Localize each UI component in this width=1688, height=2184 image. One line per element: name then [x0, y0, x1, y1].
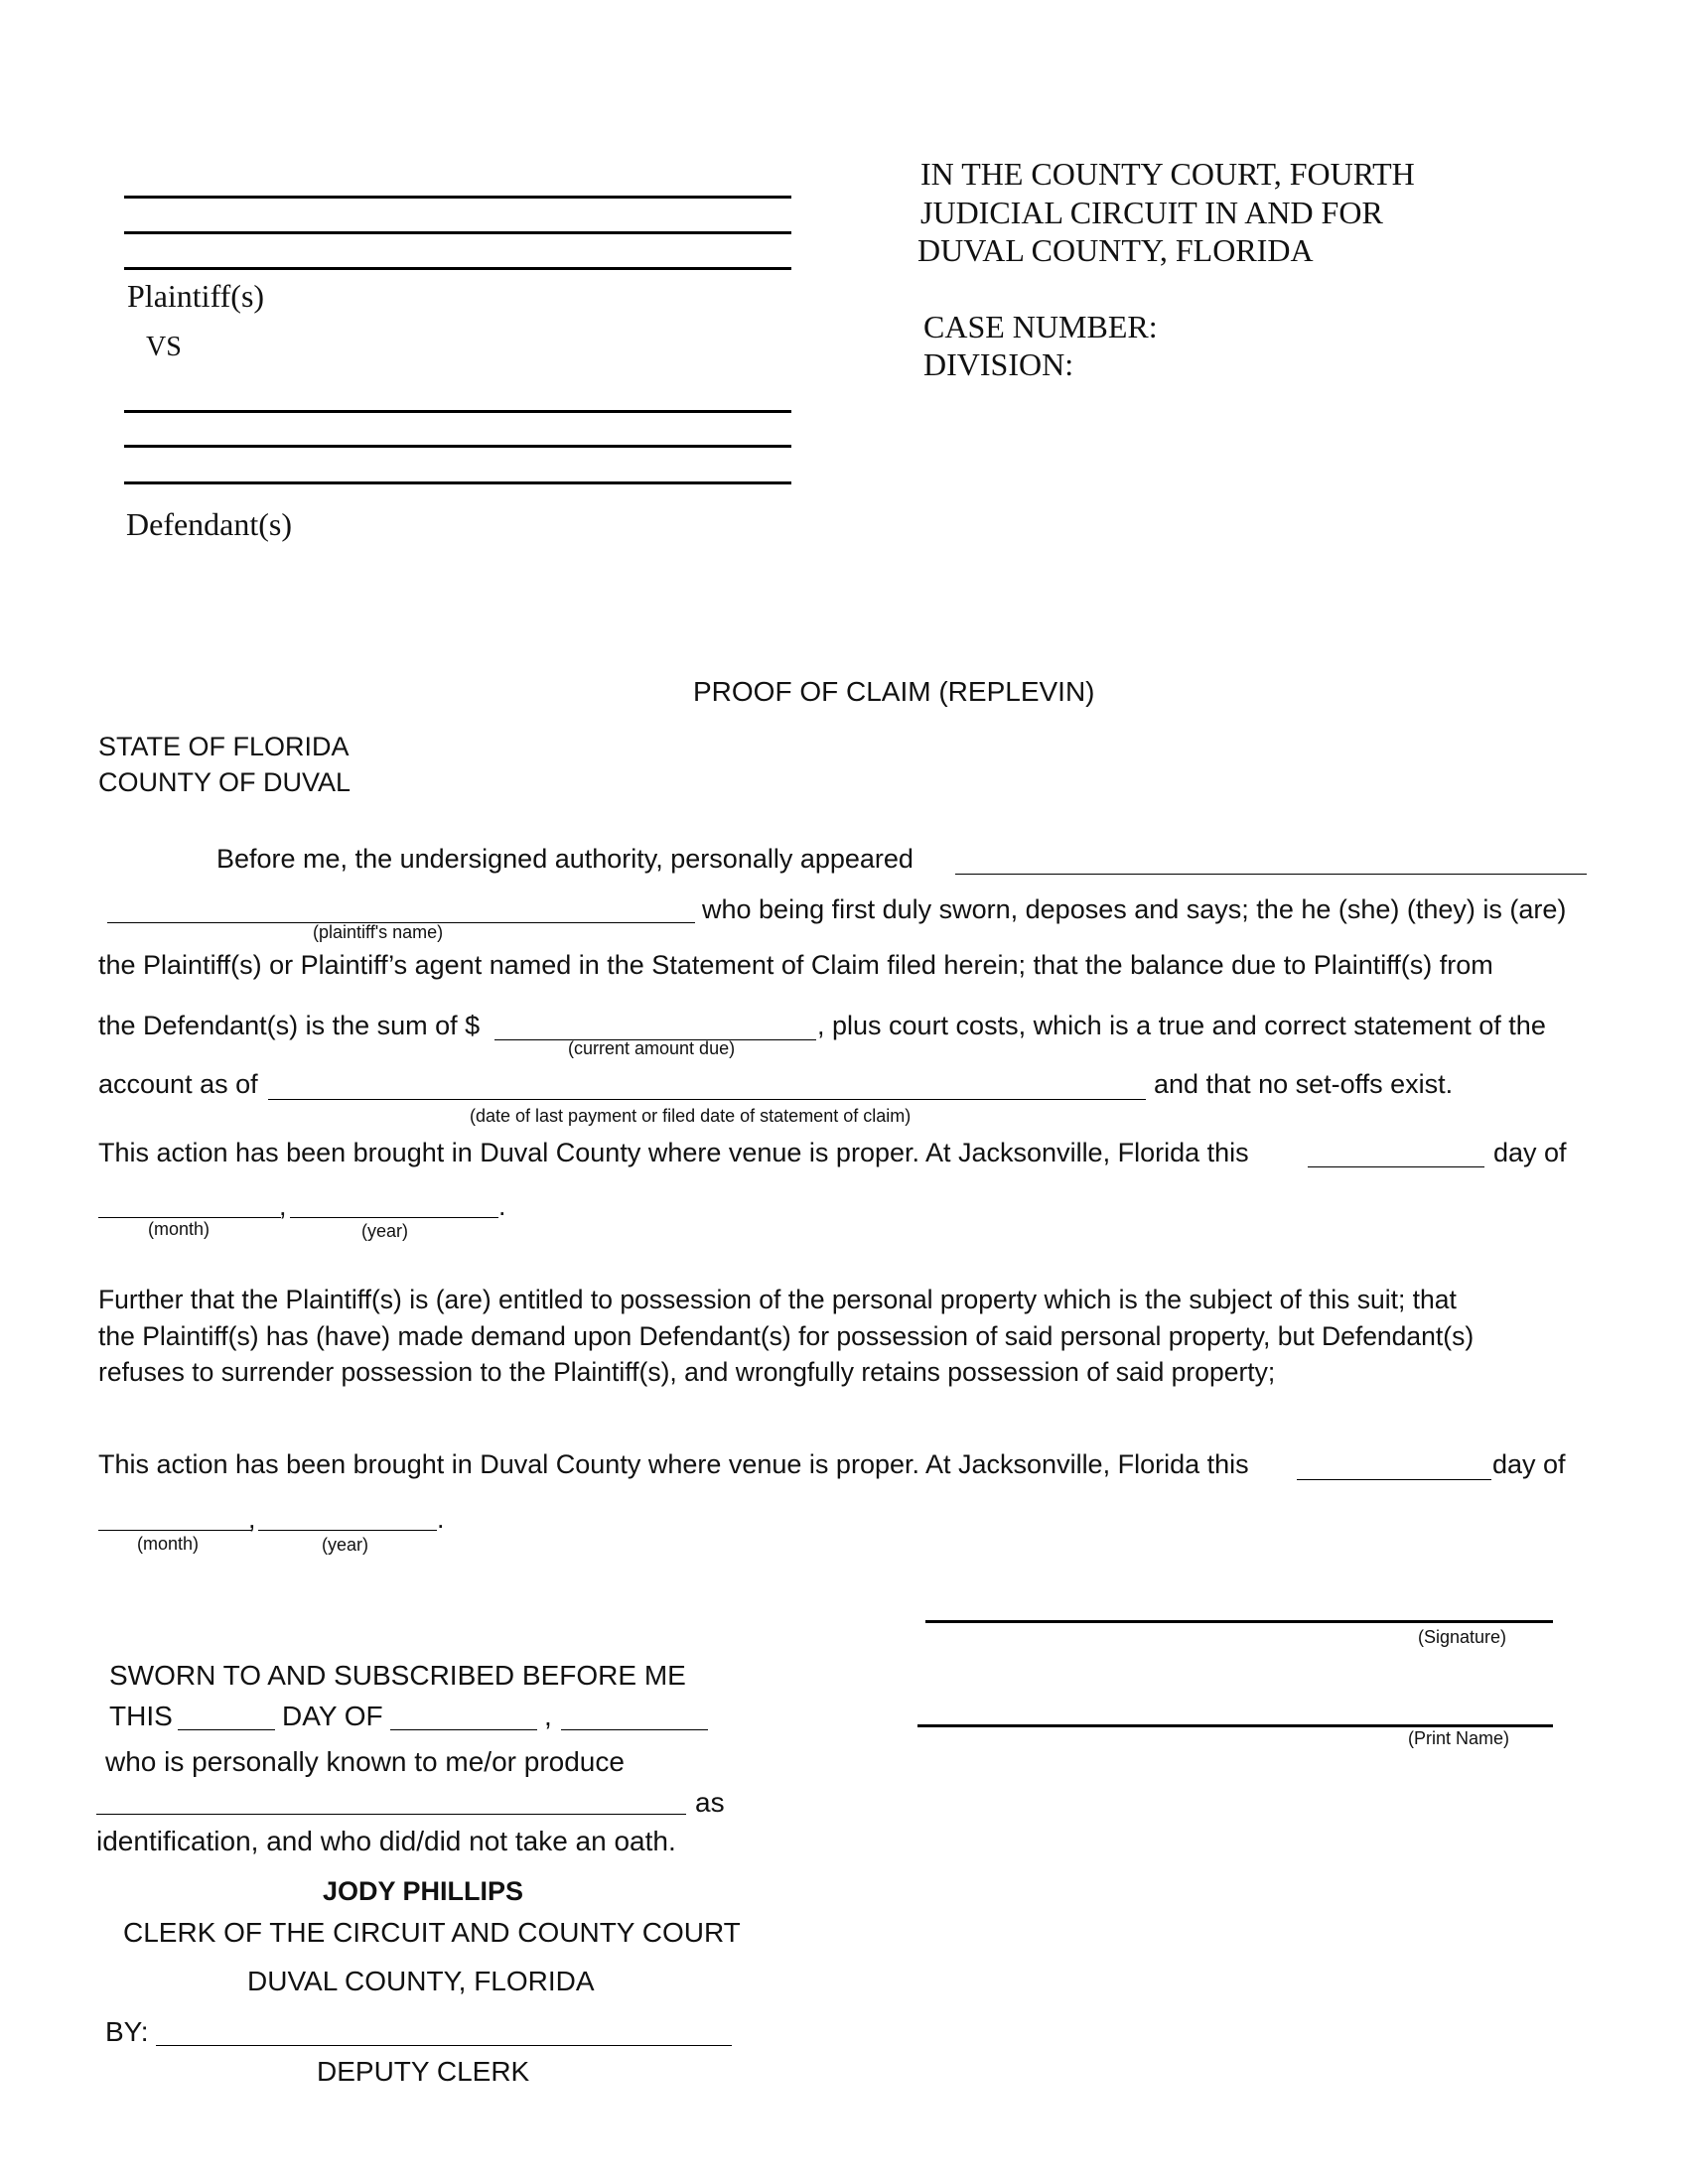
jurat-day-of: DAY OF — [282, 1701, 383, 1731]
deputy-signature-line[interactable] — [156, 2045, 732, 2046]
defendant-line-3[interactable] — [124, 481, 791, 484]
defendant-label: Defendant(s) — [126, 506, 293, 542]
p2-line3-text: refuses to surrender possession to the Plaintiff(s), and wrongfully retains possession of said property; — [98, 1357, 1276, 1387]
amount-hint: (current amount due) — [568, 1038, 736, 1058]
venue-state: STATE OF FLORIDA — [98, 732, 350, 761]
year-line-2[interactable] — [258, 1530, 437, 1531]
deputy-clerk-label: DEPUTY CLERK — [317, 2056, 530, 2087]
plaintiff-line-2[interactable] — [124, 231, 791, 234]
month-hint-2: (month) — [137, 1534, 200, 1554]
jurat-comma: , — [544, 1701, 552, 1731]
venue-county: COUNTY OF DUVAL — [98, 767, 352, 797]
clerk-name: JODY PHILLIPS — [323, 1876, 524, 1906]
court-line-3: DUVAL COUNTY, FLORIDA — [917, 232, 1314, 268]
p1-line2-text: who being first duly sworn, deposes and says; the he (she) (they) is (are) — [702, 894, 1567, 924]
jurat-year-line[interactable] — [561, 1729, 708, 1730]
period-2: . — [437, 1504, 445, 1534]
p3-line1b-text: day of — [1492, 1449, 1566, 1479]
by-label: BY: — [105, 2016, 149, 2047]
jurat-as: as — [695, 1787, 725, 1818]
month-hint-1: (month) — [148, 1219, 211, 1239]
p1-line3-text: the Plaintiff(s) or Plaintiff’s agent named in the Statement of Claim filed herein; that the balance due to Plaintiff(s) from — [98, 950, 1493, 980]
p1-line4b-text: , plus court costs, which is a true and correct statement of the — [817, 1011, 1546, 1040]
p1-line5b-text: and that no set-offs exist. — [1154, 1069, 1454, 1099]
p3-line1a-text: This action has been brought in Duval County where venue is proper. At Jacksonville, Florida this — [98, 1449, 1249, 1479]
jurat-month-line[interactable] — [390, 1729, 537, 1730]
defendant-line-1[interactable] — [124, 410, 791, 413]
year-line-1[interactable] — [290, 1217, 498, 1218]
p1-line6a-text: This action has been brought in Duval County where venue is proper. At Jacksonville, Florida this — [98, 1138, 1249, 1167]
p1-line1-text: Before me, the undersigned authority, personally appeared — [216, 844, 914, 874]
document-title: PROOF OF CLAIM (REPLEVIN) — [693, 676, 1095, 707]
plaintiff-line-1[interactable] — [124, 196, 791, 199]
day-line-1[interactable] — [1308, 1166, 1484, 1167]
day-line-2[interactable] — [1297, 1479, 1491, 1480]
p2-line1-text: Further that the Plaintiff(s) is (are) entitled to possession of the personal property which is the subject of this suit; that — [98, 1285, 1457, 1314]
month-line-1[interactable] — [98, 1217, 281, 1218]
court-line-1: IN THE COUNTY COURT, FOURTH — [920, 156, 1415, 192]
jurat-line-3: who is personally known to me/or produce — [105, 1746, 625, 1777]
plaintiff-line-3[interactable] — [124, 267, 791, 270]
jurat-line-5: identification, and who did/did not take an oath. — [96, 1826, 676, 1856]
print-name-hint: (Print Name) — [1408, 1728, 1510, 1748]
p1-line4a-text: the Defendant(s) is the sum of $ — [98, 1011, 481, 1040]
jurat-day-line[interactable] — [178, 1729, 275, 1730]
clerk-county: DUVAL COUNTY, FLORIDA — [247, 1966, 595, 1996]
year-hint-2: (year) — [322, 1535, 369, 1555]
p1-line6b-text: day of — [1493, 1138, 1567, 1167]
p1-line5a-text: account as of — [98, 1069, 258, 1099]
signature-hint: (Signature) — [1418, 1627, 1507, 1647]
account-date-hint: (date of last payment or filed date of statement of claim) — [470, 1106, 912, 1126]
p2-line2-text: the Plaintiff(s) has (have) made demand upon Defendant(s) for possession of said personal property, but Defendant(s) — [98, 1321, 1475, 1351]
division-label: DIVISION: — [923, 346, 1074, 382]
period-1: . — [498, 1191, 506, 1221]
identification-line[interactable] — [96, 1814, 686, 1815]
appeared-name-line[interactable] — [955, 874, 1587, 875]
comma-2: , — [248, 1504, 256, 1534]
defendant-line-2[interactable] — [124, 445, 791, 448]
plaintiff-label: Plaintiff(s) — [127, 278, 265, 314]
year-hint-1: (year) — [361, 1221, 409, 1241]
court-line-2: JUDICIAL CIRCUIT IN AND FOR — [920, 195, 1383, 230]
account-date-line[interactable] — [268, 1099, 1146, 1100]
case-number-label: CASE NUMBER: — [923, 309, 1158, 344]
clerk-title: CLERK OF THE CIRCUIT AND COUNTY COURT — [123, 1917, 741, 1948]
jurat-line-1: SWORN TO AND SUBSCRIBED BEFORE ME — [109, 1660, 686, 1691]
print-name-line[interactable] — [917, 1724, 1553, 1727]
comma-1: , — [279, 1191, 287, 1221]
signature-line[interactable] — [925, 1620, 1553, 1623]
plaintiff-name-hint: (plaintiff's name) — [313, 922, 444, 942]
jurat-this: THIS — [109, 1701, 173, 1731]
month-line-2[interactable] — [98, 1530, 252, 1531]
versus-label: VS — [146, 332, 182, 362]
